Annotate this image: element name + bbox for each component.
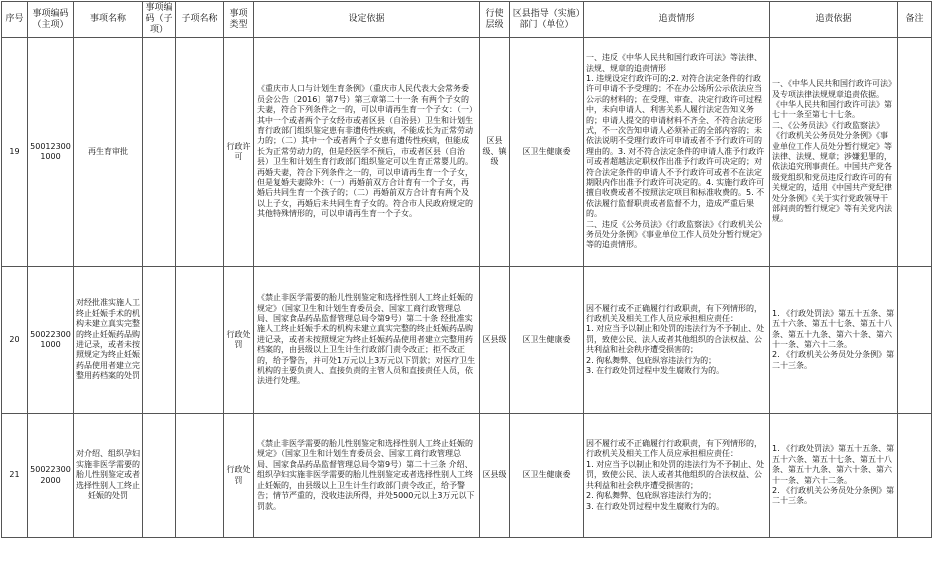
cell-dept: 区卫生健康委 (510, 267, 584, 414)
table-row (2, 38, 932, 267)
cell-liability: 因不履行或不正确履行行政职责，有下列情形的，行政机关及相关工作人员应承担相应责任： 1. 对应当予以制止和处罚的违法行为不予制止、处罚，致使公民、法人或者其他组织的合法权益、公共利益和社会秩序遭受损害的； 2. 徇私舞弊、包庇纵容违法行为的； 3. 在行政处罚过程中发生腐败行为的。 (584, 414, 770, 538)
cell-liability: 因不履行或不正确履行行政职责，有下列情形的，行政机关及相关工作人员应承担相应责任： 1. 对应当予以制止和处罚的违法行为不予制止、处罚，致使公民、法人或者其他组织的合法权益、公共利益和社会秩序遭受损害的； 2. 徇私舞弊、包庇纵容违法行为的； 3. 在行政处罚过程中发生腐败行为的。 (584, 267, 770, 414)
cell-remark (898, 267, 932, 414)
header-liability-basis: 追责依据 (770, 2, 898, 38)
header-dept: 区县指导（实施）部门（单位） (510, 2, 584, 38)
cell-level: 区县级、镇级 (480, 38, 510, 267)
header-sub-name: 子项名称 (176, 2, 224, 38)
cell-liability-basis: 1. 《行政处罚法》第五十五条、第五十六条、第五十七条、第五十八条、第五十九条、第六十条、第六十一条、第六十二条。 2. 《行政机关公务员处分条例》第二十三条。 (770, 414, 898, 538)
cell-sub-code (143, 38, 176, 267)
cell-type: 行政处罚 (224, 414, 254, 538)
matters-table (1, 1, 932, 538)
cell-sub-code (143, 267, 176, 414)
header-row (2, 2, 932, 38)
cell-liability-basis: 一、《中华人民共和国行政许可法》及专项法律法规规章追责依据。 《中华人民共和国行政许可法》第七十一条至第七十七条。 二、《公务员法》《行政监察法》《行政机关公务员处分条例》《事业单位工作人员处分暂行规定》等法律、法规、规章；涉嫌犯罪的，依法追究刑事责任。中国共产党各级党组织和党员违反行政许可的有关规定的，适用《中国共产党纪律处分条例》《关于实行党政领导干部问责的暂行规定》等有关党内法规。 (770, 38, 898, 267)
header-sub-code: 事项编码（子项） (143, 2, 176, 38)
cell-basis: 《重庆市人口与计划生育条例》（重庆市人民代表大会常务委员会公告〔2016〕第7号）第三章第二十一条 有两个子女的夫妻，符合下列条件之一的，可以申请再生育一个子女：（一）其中一个或者两个子女经市或者区县（自治县）卫生和计划生育行政部门组织鉴定患有非遗传性疾病，不能成长为正常劳动力的；（二）其中一个或者两个子女患有遗传性疾病，但能成长为正常劳动力的，但是经医学不预后，市或者区县（自治县）卫生和计划生育行政部门组织鉴定可以生育正常婴儿的。再婚夫妻，符合下列条件之一的，可以申请再生育一个子女，但是复婚夫妻除外：（一）再婚前双方合计育有一个子女，再婚后共同生育一个孩子的；（二）再婚前双方合计育有两个及以上子女，再婚后未共同生育子女的。符合市人民政府规定的其他特殊情形的，可以申请再生育一个子女。 (254, 38, 480, 267)
cell-liability-basis: 1. 《行政处罚法》第五十五条、第五十六条、第五十七条、第五十八条、第五十九条、第六十条、第六十一条、第六十二条。 2. 《行政机关公务员处分条例》第二十三条。 (770, 267, 898, 414)
cell-seq: 20 (2, 267, 28, 414)
cell-seq: 21 (2, 414, 28, 538)
cell-liability: 一、违反《中华人民共和国行政许可法》等法律、法规、规章的追责情形 1. 违规设定行政许可的;2. 对符合法定条件的行政许可申请不予受理的；不在办公场所公示依法应当公示的材料的；在受理、审查、决定行政许可过程中，未向申请人、利害关系人履行法定告知义务的；申请人提交的申请材料不齐全、不符合法定形式，不一次告知申请人必须补正的全部内容的；未依法说明不受理行政许可申请或者不予行政许可的理由的。3. 对不符合法定条件的申请人准予行政许可或者超越法定职权作出准予行政许可决定的；对符合法定条件的申请人不予行政许可或者不在法定期限内作出准予行政许可决定的。4. 实施行政许可擅自收费或者不按照法定项目和标准收费的。5. 不依法履行监督职责或者监督不力，造成严重后果的。 二、违反《公务员法》《行政监察法》《行政机关公务员处分条例》《事业单位工作人员处分暂行规定》等的追责情形。 (584, 38, 770, 267)
cell-name: 对介绍、组织孕妇实施非医学需要的胎儿性别鉴定或者选择性别人工终止妊娠的处罚 (74, 414, 143, 538)
cell-level: 区县级 (480, 267, 510, 414)
cell-code: 500223002000 (28, 414, 74, 538)
header-name: 事项名称 (74, 2, 143, 38)
cell-remark (898, 38, 932, 267)
cell-code: 500123001000 (28, 38, 74, 267)
cell-dept: 区卫生健康委 (510, 38, 584, 267)
cell-remark (898, 414, 932, 538)
table-row (2, 414, 932, 538)
cell-basis: 《禁止非医学需要的胎儿性别鉴定和选择性别人工终止妊娠的规定》（国家卫生和计划生育委员会、国家工商行政管理总局、国家食品药品监督管理总局令第9号）第二十三条 介绍、组织孕妇实施非医学需要的胎儿性别鉴定或者选择性别人工终止妊娠的，由县级以上卫生计生行政部门责令改正，给予警告；情节严重的，没收违法所得，并处5000元以上3万元以下罚款。 (254, 414, 480, 538)
header-liability: 追责情形 (584, 2, 770, 38)
header-type: 事项类型 (224, 2, 254, 38)
cell-level: 区县级 (480, 414, 510, 538)
cell-sub-name (176, 414, 224, 538)
header-level: 行使层级 (480, 2, 510, 38)
cell-sub-name (176, 38, 224, 267)
cell-type: 行政处罚 (224, 267, 254, 414)
header-code: 事项编码（主项） (28, 2, 74, 38)
cell-dept: 区卫生健康委 (510, 414, 584, 538)
cell-sub-code (143, 414, 176, 538)
cell-sub-name (176, 267, 224, 414)
cell-code: 500223001000 (28, 267, 74, 414)
header-seq: 序号 (2, 2, 28, 38)
cell-seq: 19 (2, 38, 28, 267)
table-row (2, 267, 932, 414)
cell-name: 对经批准实施人工终止妊娠手术的机构未建立真实完整的终止妊娠药品购进记录，或者未按照规定为终止妊娠药品使用者建立完整用药档案的处罚 (74, 267, 143, 414)
header-basis: 设定依据 (254, 2, 480, 38)
cell-type: 行政许可 (224, 38, 254, 267)
cell-basis: 《禁止非医学需要的胎儿性别鉴定和选择性别人工终止妊娠的规定》（国家卫生和计划生育委员会、国家工商行政管理总局、国家食品药品监督管理总局令第9号）第二十条 经批准实施人工终止妊娠手术的机构未建立真实完整的终止妊娠药品购进记录，或者未按照规定为终止妊娠药品使用者建立完整用药档案的，由县级以上卫生计生行政部门责令改正；拒不改正的，给予警告，并可处1万元以上3万元以下罚款；对医疗卫生机构的主要负责人、直接负责的主管人员和直接责任人员，依法进行处理。 (254, 267, 480, 414)
cell-name: 再生育审批 (74, 38, 143, 267)
header-remark: 备注 (898, 2, 932, 38)
